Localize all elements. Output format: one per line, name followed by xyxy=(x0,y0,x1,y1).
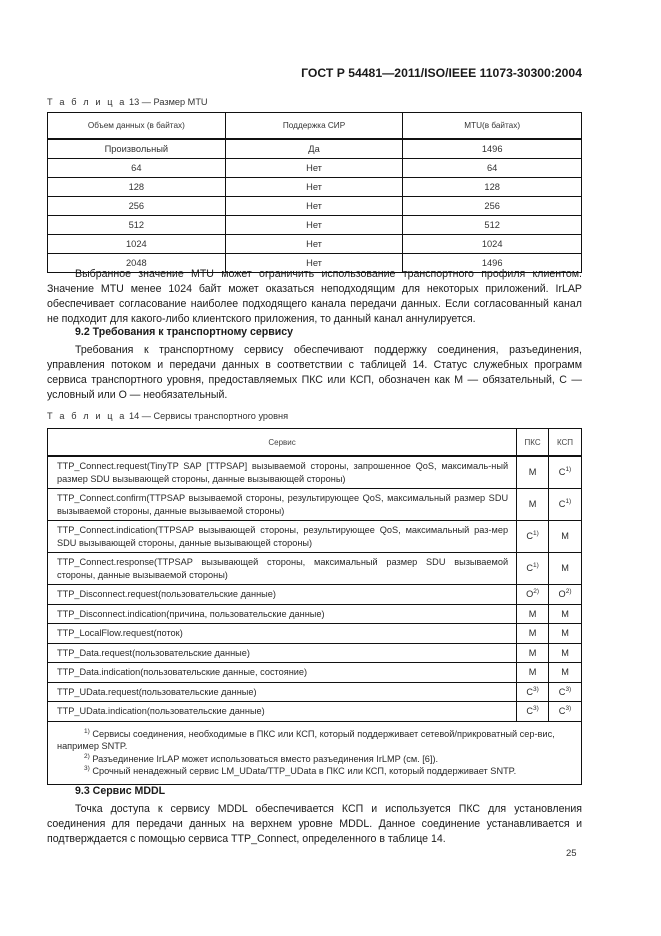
service-cell: TTP_Connect.request(TinyTP SAP [TTPSAP] вызываемой стороны, запрошенное QoS, максималь-ный размер SDU вызывающей стороны, данные вызывающей стороны) xyxy=(48,456,517,489)
table-13-caption-prefix: Т а б л и ц а xyxy=(47,97,127,107)
table-14-caption-prefix: Т а б л и ц а xyxy=(47,411,127,421)
section-heading-9-2: 9.2 Требования к транспортному сервису xyxy=(75,326,294,338)
pks-cell xyxy=(517,585,549,605)
table-cell: Нет xyxy=(225,197,403,216)
table-row xyxy=(48,456,582,489)
pks-cell xyxy=(517,663,549,683)
table-footnotes xyxy=(48,721,582,784)
table-row xyxy=(48,178,582,197)
column-header-sir-support: Поддержка СИР xyxy=(225,113,403,140)
service-cell: TTP_Connect.indication(TTPSAP вызывающей стороны, результирующее QoS, максимальный раз-мер SDU вызывающей стороны, данные вызывающей стороны) xyxy=(48,521,517,553)
table-cell: 2048 xyxy=(48,254,226,273)
status-value: O xyxy=(526,589,534,599)
table-row xyxy=(48,139,582,159)
footnote-ref: 2) xyxy=(533,588,540,595)
table-cell: 256 xyxy=(403,197,582,216)
footnote-mark: 3) xyxy=(84,765,90,772)
footnote-ref: 1) xyxy=(532,530,539,538)
footnote-ref: 1) xyxy=(565,466,572,474)
table-footnotes-row xyxy=(48,721,582,784)
paragraph-text: Выбранное значение MTU может ограничить использование транспортного профиля клиентом. Значение MTU менее 1024 байт может оказаться неподходящим для некоторых приложений. IrLAP обеспечивает согласование наиболее подходящего канала передачи данных. Если согласованный канал не подходит для какого-либо клиентского приложения, то данный канал аннулируется. xyxy=(47,268,582,325)
section-9-2-body xyxy=(47,343,582,403)
table-cell: 1496 xyxy=(403,254,582,273)
status-value: C xyxy=(526,531,533,542)
status-value: M xyxy=(561,531,569,542)
service-cell: TTP_Data.indication(пользовательские данные, состояние) xyxy=(48,663,517,683)
table-13-mtu-size xyxy=(47,112,582,273)
table-row xyxy=(48,585,582,605)
footnote-ref: 3) xyxy=(532,705,539,712)
column-header-service: Сервис xyxy=(48,429,517,457)
footnote-ref: 1) xyxy=(532,562,539,570)
table-cell: 1496 xyxy=(403,139,582,159)
ksp-cell xyxy=(549,553,582,585)
status-value: C xyxy=(526,686,533,697)
status-value: M xyxy=(561,563,569,574)
status-value: M xyxy=(528,608,537,619)
table-cell: 128 xyxy=(403,178,582,197)
column-header-data-size: Объем данных (в байтах) xyxy=(48,113,226,140)
ksp-cell xyxy=(549,643,582,663)
pks-cell xyxy=(517,489,549,521)
footnote-text: Разъединение IrLAP может использоваться вместо разъединения IrLMP (см. [6]). xyxy=(89,753,439,764)
footnote-mark: 1) xyxy=(84,727,90,735)
table-cell: 64 xyxy=(403,159,582,178)
ksp-cell xyxy=(549,521,582,553)
paragraph-mtu-note xyxy=(47,267,582,327)
table-row xyxy=(48,682,582,702)
service-cell: TTP_UData.request(пользовательские данные) xyxy=(48,682,517,702)
footnote-ref: 3) xyxy=(565,705,572,712)
table-cell: Нет xyxy=(225,235,403,254)
table-row xyxy=(48,489,582,521)
column-header-ksp: КСП xyxy=(549,429,582,457)
table-cell: 512 xyxy=(48,216,226,235)
pks-cell xyxy=(517,643,549,663)
table-cell: Да xyxy=(225,139,403,159)
pks-cell xyxy=(517,604,549,624)
table-cell: 512 xyxy=(403,216,582,235)
ksp-cell xyxy=(549,585,582,605)
table-13-caption xyxy=(47,97,208,107)
status-value: M xyxy=(528,647,537,658)
table-cell: Нет xyxy=(225,159,403,178)
status-value: M xyxy=(561,608,569,619)
footnote-text: Срочный ненадежный сервис LM_UData/TTP_UData в ПКС или КСП, который поддерживает SNTP. xyxy=(89,766,517,776)
ksp-cell xyxy=(549,604,582,624)
column-header-mtu: MTU(в байтах) xyxy=(403,113,582,140)
ksp-cell xyxy=(549,663,582,683)
status-value: M xyxy=(528,467,537,478)
footnote-mark: 2) xyxy=(84,752,90,760)
status-value: M xyxy=(561,628,569,638)
status-value: C xyxy=(558,499,566,510)
pks-cell xyxy=(517,702,549,722)
table-row xyxy=(48,553,582,585)
status-value: M xyxy=(528,628,537,638)
ksp-cell xyxy=(549,682,582,702)
table-row xyxy=(48,235,582,254)
pks-cell xyxy=(517,682,549,702)
table-cell: Нет xyxy=(225,254,403,273)
table-row xyxy=(48,643,582,663)
footnote-ref: 3) xyxy=(565,685,572,693)
footnote-2 xyxy=(57,753,573,766)
status-value: C xyxy=(558,706,566,716)
service-cell: TTP_UData.indication(пользовательские данные) xyxy=(48,702,517,722)
table-row xyxy=(48,159,582,178)
status-value: C xyxy=(526,563,533,574)
table-header-row xyxy=(48,429,582,457)
document-header-title: ГОСТ Р 54481—2011/ISO/IEEE 11073-30300:2004 xyxy=(301,66,582,80)
footnote-text: Сервисы соединения, необходимые в ПКС или КСП, который поддерживает сетевой/прикроватный сер-вис, например SNTP. xyxy=(57,728,555,751)
table-row xyxy=(48,216,582,235)
ksp-cell xyxy=(549,456,582,489)
table-14-caption xyxy=(47,411,288,421)
service-cell: TTP_Disconnect.indication(причина, пользовательские данные) xyxy=(48,604,517,624)
pks-cell xyxy=(517,456,549,489)
service-cell: TTP_Data.request(пользовательские данные) xyxy=(48,643,517,663)
paragraph-text: Требования к транспортному сервису обеспечивают поддержку соединения, разъединения, управления потоком и передачи данных в соответствии с таблицей 14. Статус служебных программ сервиса транспортного уровня, предоставляемых ПКС или КСП, обозначен как М — обязательный, С — условный или О — необязательный. xyxy=(47,344,582,401)
table-row xyxy=(48,604,582,624)
table-cell: Нет xyxy=(225,216,403,235)
footnote-3 xyxy=(57,765,573,778)
service-cell: TTP_Disconnect.request(пользовательские данные) xyxy=(48,585,517,605)
paragraph-text: Точка доступа к сервису MDDL обеспечивается КСП и используется ПКС для установления соединения для передачи данных на верхнем уровне MDDL. Данное соединение устанавливается и подтверждается с помощью сервиса TTP_Connect, определенного в таблице 14. xyxy=(47,803,582,845)
status-value: C xyxy=(526,706,533,716)
table-cell: 1024 xyxy=(48,235,226,254)
pks-cell xyxy=(517,553,549,585)
table-cell: Нет xyxy=(225,178,403,197)
footnote-1 xyxy=(57,728,573,753)
table-row xyxy=(48,663,582,683)
status-value: M xyxy=(561,667,569,677)
table-14-transport-services xyxy=(47,428,582,785)
ksp-cell xyxy=(549,624,582,644)
table-row xyxy=(48,521,582,553)
service-cell: TTP_Connect.response(TTPSAP вызывающей стороны, максимальный размер SDU вызываемой стороны, данные вызываемой стороны) xyxy=(48,553,517,585)
table-13-caption-title: 13 — Размер MTU xyxy=(126,97,208,107)
section-heading-9-3: 9.3 Сервис MDDL xyxy=(75,785,166,797)
status-value: O xyxy=(558,589,566,599)
table-cell: 1024 xyxy=(403,235,582,254)
service-cell: TTP_LocalFlow.request(поток) xyxy=(48,624,517,644)
ksp-cell xyxy=(549,489,582,521)
table-row xyxy=(48,702,582,722)
table-row xyxy=(48,624,582,644)
status-value: C xyxy=(558,467,566,478)
status-value: M xyxy=(528,667,537,677)
table-cell: Произвольный xyxy=(48,139,226,159)
column-header-pks: ПКС xyxy=(517,429,549,457)
footnote-ref: 3) xyxy=(532,685,539,693)
status-value: M xyxy=(561,647,569,658)
status-value: M xyxy=(528,499,537,510)
table-14-caption-title: 14 — Сервисы транспортного уровня xyxy=(126,411,289,421)
table-cell: 128 xyxy=(48,178,226,197)
footnote-ref: 2) xyxy=(565,588,572,595)
footnote-ref: 1) xyxy=(565,498,572,506)
ksp-cell xyxy=(549,702,582,722)
table-cell: 64 xyxy=(48,159,226,178)
page-number: 25 xyxy=(566,848,577,859)
section-9-3-body xyxy=(47,802,582,847)
table-header-row xyxy=(48,113,582,140)
table-row xyxy=(48,197,582,216)
table-cell: 256 xyxy=(48,197,226,216)
pks-cell xyxy=(517,521,549,553)
pks-cell xyxy=(517,624,549,644)
status-value: C xyxy=(558,686,566,697)
service-cell: TTP_Connect.confirm(TTPSAP вызываемой стороны, результирующее QoS, максимальный размер SDU вызываемой стороны, данные вызываемой стороны) xyxy=(48,489,517,521)
